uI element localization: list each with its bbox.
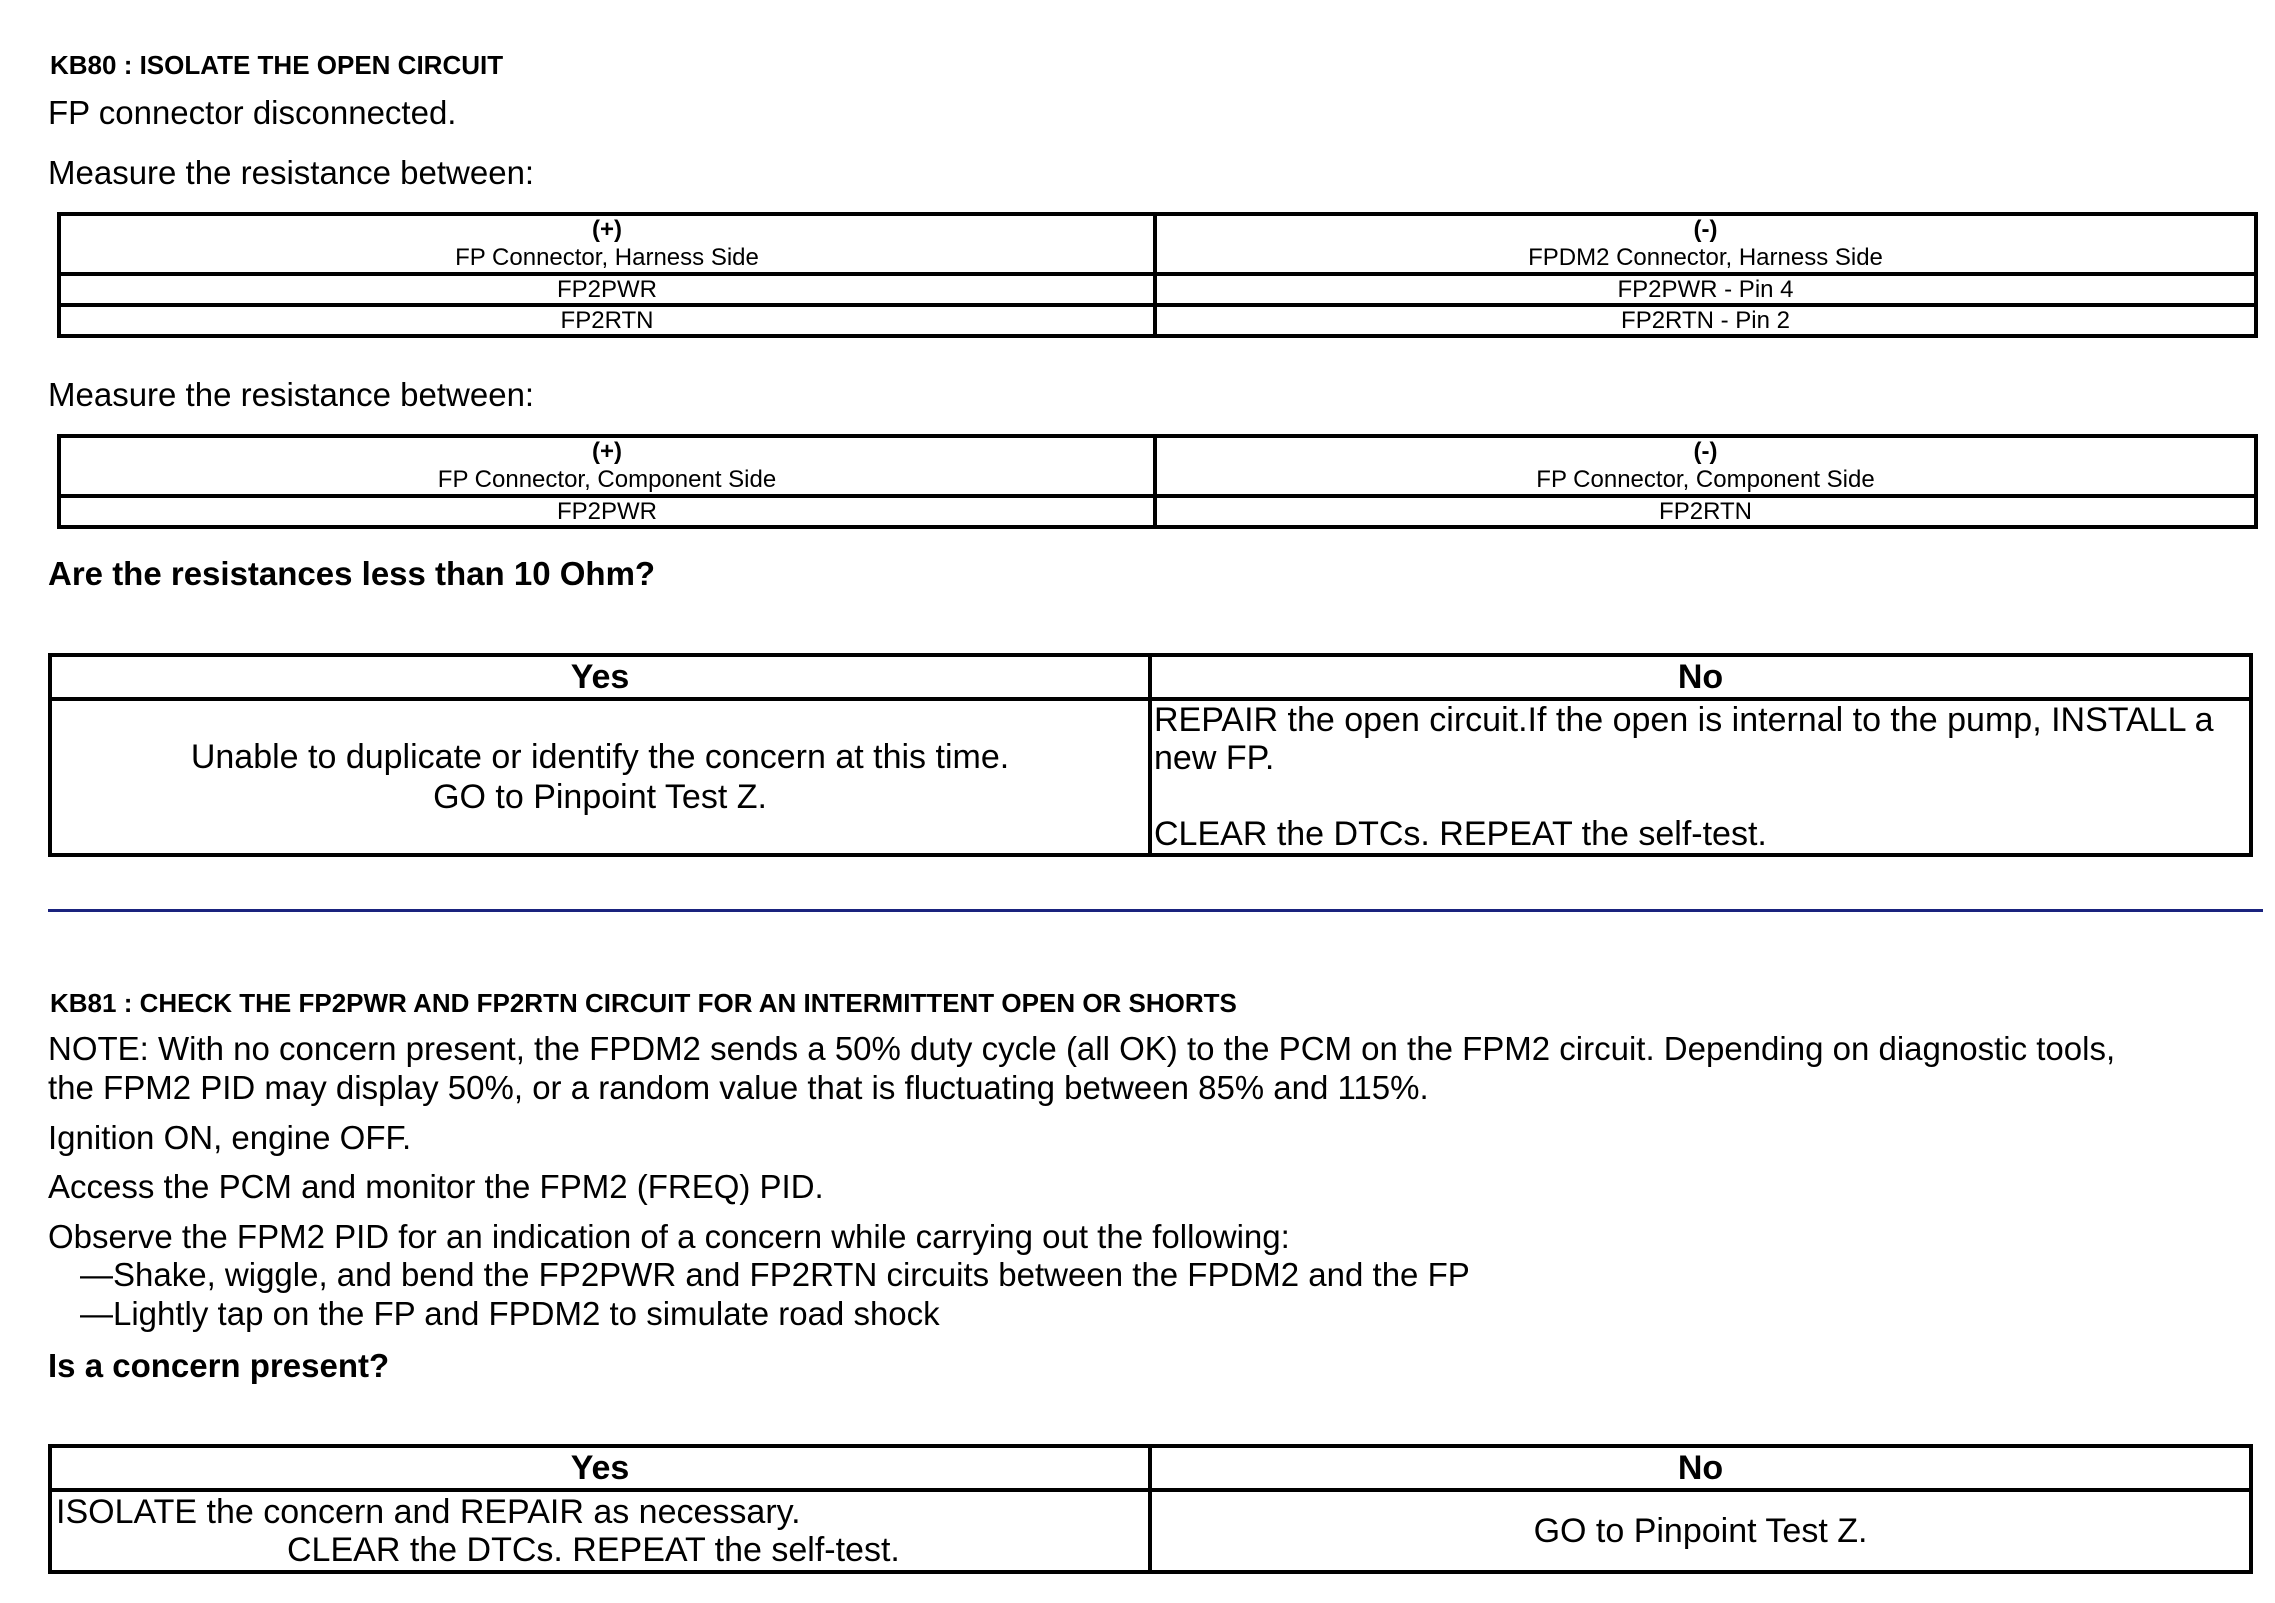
table1-col1-header <box>59 214 1155 274</box>
table2-col1-header <box>59 436 1155 496</box>
kb80-measure1-label: Measure the resistance between: <box>48 154 535 191</box>
no-answer-line: REPAIR the open circuit.If the open is internal to the pump, INSTALL a <box>1154 701 2214 739</box>
table-row <box>59 496 2256 527</box>
yes-answer <box>50 699 1150 855</box>
kb81-step: Access the PCM and monitor the FPM2 (FREQ) PID. <box>48 1168 824 1205</box>
plus-sign: (+) <box>592 216 622 243</box>
section-divider <box>48 909 2263 912</box>
table-cell: FP2PWR <box>59 274 1155 305</box>
kb81-answer-table <box>48 1444 2253 1574</box>
table-row <box>59 305 2256 336</box>
kb80-answer-table <box>48 653 2253 857</box>
minus-sign: (-) <box>1693 438 1718 465</box>
kb80-heading: KB80 : ISOLATE THE OPEN CIRCUIT <box>50 50 504 80</box>
kb80-intro: FP connector disconnected. <box>48 94 457 131</box>
yes-answer-line: Unable to duplicate or identify the concern at this time. <box>190 738 1010 776</box>
no-header: No <box>1150 655 2251 699</box>
kb81-step: Ignition ON, engine OFF. <box>48 1119 412 1156</box>
plus-sign: (+) <box>592 438 622 465</box>
kb81-note-line: NOTE: With no concern present, the FPDM2 sends a 50% duty cycle (all OK) to the PCM on the FPM2 circuit. Depending on diagnostic tools, <box>48 1030 2116 1067</box>
table-cell: FP2PWR <box>59 496 1155 527</box>
yes-answer-line: CLEAR the DTCs. REPEAT the self-test. <box>287 1531 900 1569</box>
yes-header: Yes <box>50 655 1150 699</box>
table-row <box>59 274 2256 305</box>
minus-sign: (-) <box>1693 216 1718 243</box>
table2-col1-header-text: FP Connector, Component Side <box>437 466 777 493</box>
table-cell: FP2RTN <box>1155 496 2256 527</box>
yes-answer-line: GO to Pinpoint Test Z. <box>433 778 767 816</box>
kb81-question: Is a concern present? <box>48 1347 390 1384</box>
no-answer-line: CLEAR the DTCs. REPEAT the self-test. <box>1154 815 1767 853</box>
kb80-question: Are the resistances less than 10 Ohm? <box>48 555 656 592</box>
no-header: No <box>1150 1446 2251 1490</box>
table1-col1-header-text: FP Connector, Harness Side <box>455 244 759 271</box>
table2-col2-header-text: FP Connector, Component Side <box>1536 466 1875 493</box>
yes-header: Yes <box>50 1446 1150 1490</box>
table-cell: FP2PWR - Pin 4 <box>1155 274 2256 305</box>
table-cell: FP2RTN <box>59 305 1155 336</box>
kb81-note-line: the FPM2 PID may display 50%, or a random value that is fluctuating between 85% and 115%. <box>48 1069 1429 1106</box>
kb80-measure-table-1 <box>57 212 2258 338</box>
kb81-step: Observe the FPM2 PID for an indication of a concern while carrying out the following: <box>48 1218 1290 1255</box>
no-answer-line: new FP. <box>1154 739 1275 777</box>
no-answer: GO to Pinpoint Test Z. <box>1150 1490 2251 1572</box>
yes-answer <box>50 1490 1150 1572</box>
table-cell: FP2RTN - Pin 2 <box>1155 305 2256 336</box>
table1-col2-header <box>1155 214 2256 274</box>
table2-col2-header <box>1155 436 2256 496</box>
kb80-measure2-label: Measure the resistance between: <box>48 376 535 413</box>
kb81-substep: —Shake, wiggle, and bend the FP2PWR and FP2RTN circuits between the FPDM2 and the FP <box>80 1256 1470 1293</box>
kb80-measure-table-2 <box>57 434 2258 529</box>
kb81-substep: —Lightly tap on the FP and FPDM2 to simulate road shock <box>80 1295 940 1332</box>
kb81-heading: KB81 : CHECK THE FP2PWR AND FP2RTN CIRCUIT FOR AN INTERMITTENT OPEN OR SHORTS <box>50 988 1237 1018</box>
yes-answer-line: ISOLATE the concern and REPAIR as necessary. <box>56 1493 801 1531</box>
table1-col2-header-text: FPDM2 Connector, Harness Side <box>1528 244 1883 271</box>
no-answer <box>1150 699 2251 855</box>
